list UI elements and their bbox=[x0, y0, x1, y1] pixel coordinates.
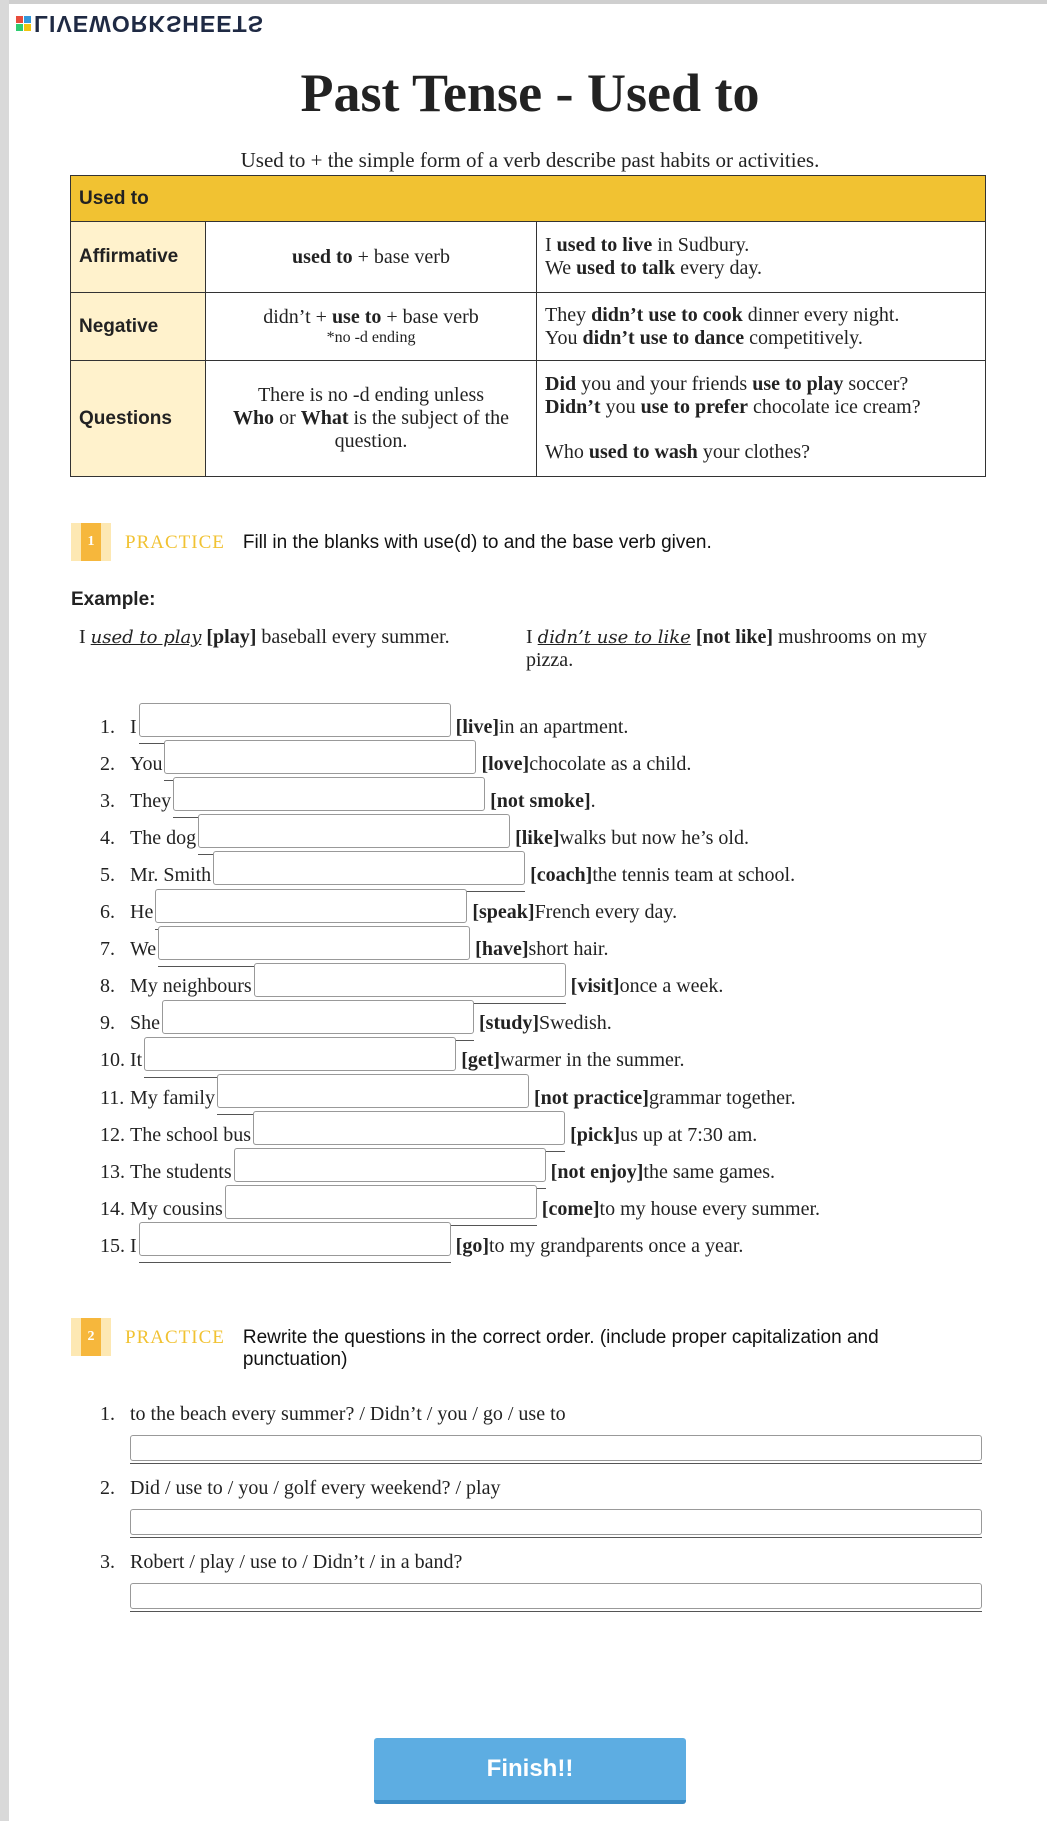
item-number: 10. bbox=[100, 1049, 125, 1072]
item-rest: short hair. bbox=[528, 938, 609, 961]
table-row-negative bbox=[71, 293, 986, 361]
item-rest: Swedish. bbox=[539, 1012, 612, 1035]
answer-input[interactable] bbox=[162, 1000, 474, 1034]
answer-input[interactable] bbox=[144, 1037, 456, 1071]
example-2: I didn’t use to like [not like] mushrooms on my pizza. bbox=[526, 626, 927, 671]
answer-input[interactable] bbox=[158, 926, 470, 960]
questions-form: There is no -d ending unless Who or What is the subject of the question. bbox=[206, 361, 537, 477]
item-number: 12. bbox=[100, 1123, 125, 1146]
negative-form: didn’t + use to + base verb *no -d ending bbox=[206, 293, 537, 361]
item-verb: [pick] bbox=[570, 1123, 621, 1146]
row-label-questions: Questions bbox=[71, 361, 206, 477]
item-verb: [like] bbox=[515, 826, 560, 849]
exercise-item bbox=[100, 1192, 820, 1226]
question-prompt: 1. to the beach every summer? / Didn’t / you / go / use to bbox=[100, 1403, 566, 1425]
example-label: Example: bbox=[71, 589, 156, 610]
exercise-item bbox=[100, 933, 608, 967]
exercise-item bbox=[100, 1118, 757, 1152]
item-verb: [visit] bbox=[570, 975, 620, 998]
item-subject: My cousins bbox=[130, 1197, 223, 1220]
item-subject: It bbox=[130, 1049, 143, 1072]
exercise-item bbox=[100, 1229, 743, 1263]
table-row-affirmative bbox=[71, 222, 986, 293]
item-rest: . bbox=[590, 789, 596, 812]
item-verb: [not enjoy] bbox=[550, 1160, 644, 1183]
item-subject: The dog bbox=[130, 826, 197, 849]
item-verb: [love] bbox=[481, 752, 530, 775]
item-verb: [study] bbox=[479, 1012, 540, 1035]
item-verb: [come] bbox=[541, 1197, 600, 1220]
practice-2-instruction: Rewrite the questions in the correct order. (include proper capitalization and punctuation) bbox=[242, 1327, 879, 1370]
item-subject: We bbox=[130, 938, 157, 961]
item-number: 7. bbox=[100, 938, 115, 961]
page-subtitle: Used to + the simple form of a verb describe past habits or activities. bbox=[240, 148, 820, 172]
item-rest: once a week. bbox=[619, 975, 724, 998]
item-rest: the same games. bbox=[643, 1160, 776, 1183]
logo-squares-icon bbox=[16, 16, 31, 31]
item-rest: warmer in the summer. bbox=[500, 1049, 685, 1072]
table-header: Used to bbox=[71, 176, 986, 222]
exercise-item bbox=[100, 1155, 775, 1189]
answer-input[interactable] bbox=[254, 963, 566, 997]
answer-input[interactable] bbox=[139, 703, 451, 737]
item-verb: [get] bbox=[461, 1049, 501, 1072]
item-number: 4. bbox=[100, 826, 115, 849]
exercise-item bbox=[100, 784, 596, 818]
item-number: 1. bbox=[100, 715, 115, 738]
item-number: 3. bbox=[100, 789, 115, 812]
affirmative-form: used to + base verb bbox=[206, 222, 537, 293]
practice-1-badge: 1 bbox=[71, 523, 111, 561]
page-title: Past Tense - Used to bbox=[300, 63, 760, 123]
item-number: 15. bbox=[100, 1234, 125, 1257]
answer-input[interactable] bbox=[173, 777, 485, 811]
item-number: 11. bbox=[100, 1086, 125, 1109]
item-number: 6. bbox=[100, 901, 115, 923]
answer-input[interactable] bbox=[217, 1074, 529, 1108]
item-rest: chocolate as a child. bbox=[529, 752, 692, 775]
practice-2-word: PRACTICE bbox=[125, 1327, 225, 1348]
exercise-item bbox=[100, 710, 628, 744]
item-rest: walks but now he’s old. bbox=[559, 826, 749, 849]
exercise-item bbox=[100, 970, 723, 1004]
question-answer-input[interactable] bbox=[130, 1583, 982, 1609]
item-rest: French every day. bbox=[534, 901, 678, 923]
item-subject: I bbox=[130, 1234, 137, 1257]
row-label-affirmative: Affirmative bbox=[71, 222, 206, 293]
item-rest: the tennis team at school. bbox=[592, 863, 796, 886]
item-verb: [speak] bbox=[472, 901, 535, 923]
answer-input[interactable] bbox=[225, 1185, 537, 1219]
page-left-edge bbox=[0, 0, 9, 1821]
exercise-item bbox=[100, 858, 795, 892]
item-subject: You bbox=[130, 752, 163, 775]
answer-input[interactable] bbox=[198, 814, 510, 848]
practice-1-heading bbox=[71, 523, 712, 561]
table-row-questions bbox=[71, 361, 986, 477]
item-subject: My family bbox=[130, 1086, 215, 1109]
practice-1-instruction: Fill in the blanks with use(d) to and the base verb given. bbox=[242, 532, 712, 553]
item-verb: [not practice] bbox=[534, 1086, 649, 1109]
item-subject: The students bbox=[130, 1160, 232, 1183]
answer-input[interactable] bbox=[164, 740, 476, 774]
answer-input[interactable] bbox=[155, 889, 467, 923]
exercise-item bbox=[100, 1007, 612, 1041]
answer-input[interactable] bbox=[213, 851, 525, 885]
row-label-negative: Negative bbox=[71, 293, 206, 361]
page-top-edge bbox=[0, 0, 1047, 4]
item-number: 9. bbox=[100, 1012, 115, 1035]
item-rest: in an apartment. bbox=[498, 715, 629, 738]
exercise-item bbox=[100, 821, 749, 855]
question-prompt: 2. Did / use to / you / golf every weekend? / play bbox=[100, 1477, 501, 1499]
item-rest: grammar together. bbox=[648, 1086, 796, 1109]
question-prompt: 3. Robert / play / use to / Didn’t / in a band? bbox=[100, 1551, 463, 1573]
affirmative-examples: I used to live in Sudbury. We used to talk every day. bbox=[537, 222, 986, 293]
item-rest: to my house every summer. bbox=[599, 1197, 821, 1220]
item-subject: My neighbours bbox=[130, 975, 252, 998]
item-rest: to my grandparents once a year. bbox=[489, 1234, 744, 1257]
question-answer-input[interactable] bbox=[130, 1435, 982, 1461]
example-1: I used to play [play] baseball every summer. bbox=[79, 626, 450, 648]
item-subject: They bbox=[130, 789, 172, 812]
finish-button[interactable]: Finish!! bbox=[374, 1738, 686, 1804]
item-subject: He bbox=[130, 901, 154, 923]
answer-input[interactable] bbox=[234, 1148, 546, 1182]
exercise-item bbox=[100, 1044, 684, 1078]
item-number: 8. bbox=[100, 975, 115, 998]
item-subject: I bbox=[130, 715, 137, 738]
item-subject: Mr. Smith bbox=[130, 863, 212, 886]
item-number: 2. bbox=[100, 752, 115, 775]
exercise-item bbox=[100, 896, 677, 930]
answer-input[interactable] bbox=[253, 1111, 565, 1145]
item-number: 5. bbox=[100, 863, 115, 886]
item-subject: The school bus bbox=[130, 1123, 252, 1146]
questions-examples: Did you and your friends use to play soccer? Didn’t you use to prefer chocolate ice cream? Who used to wash your clothes? bbox=[537, 361, 986, 477]
negative-examples: They didn’t use to cook dinner every night. You didn’t use to dance competitively. bbox=[537, 293, 986, 361]
item-verb: [coach] bbox=[530, 863, 593, 886]
grammar-table bbox=[70, 175, 986, 477]
item-verb: [not smoke] bbox=[490, 789, 591, 812]
exercise-item bbox=[100, 747, 691, 781]
item-verb: [live] bbox=[455, 715, 499, 738]
item-number: 13. bbox=[100, 1160, 125, 1183]
practice-2-heading bbox=[71, 1318, 879, 1371]
liveworksheets-logo bbox=[16, 10, 264, 37]
item-rest: us up at 7:30 am. bbox=[620, 1123, 758, 1146]
item-number: 14. bbox=[100, 1197, 125, 1220]
practice-1-word: PRACTICE bbox=[125, 532, 225, 553]
answer-input[interactable] bbox=[139, 1222, 451, 1256]
item-verb: [have] bbox=[475, 938, 529, 961]
item-verb: [go] bbox=[455, 1234, 489, 1257]
item-subject: She bbox=[130, 1012, 160, 1035]
practice-2-badge: 2 bbox=[71, 1318, 111, 1356]
question-answer-input[interactable] bbox=[130, 1509, 982, 1535]
exercise-item bbox=[100, 1081, 796, 1115]
logo-text: LIVEWORKSHEETS bbox=[34, 11, 264, 37]
